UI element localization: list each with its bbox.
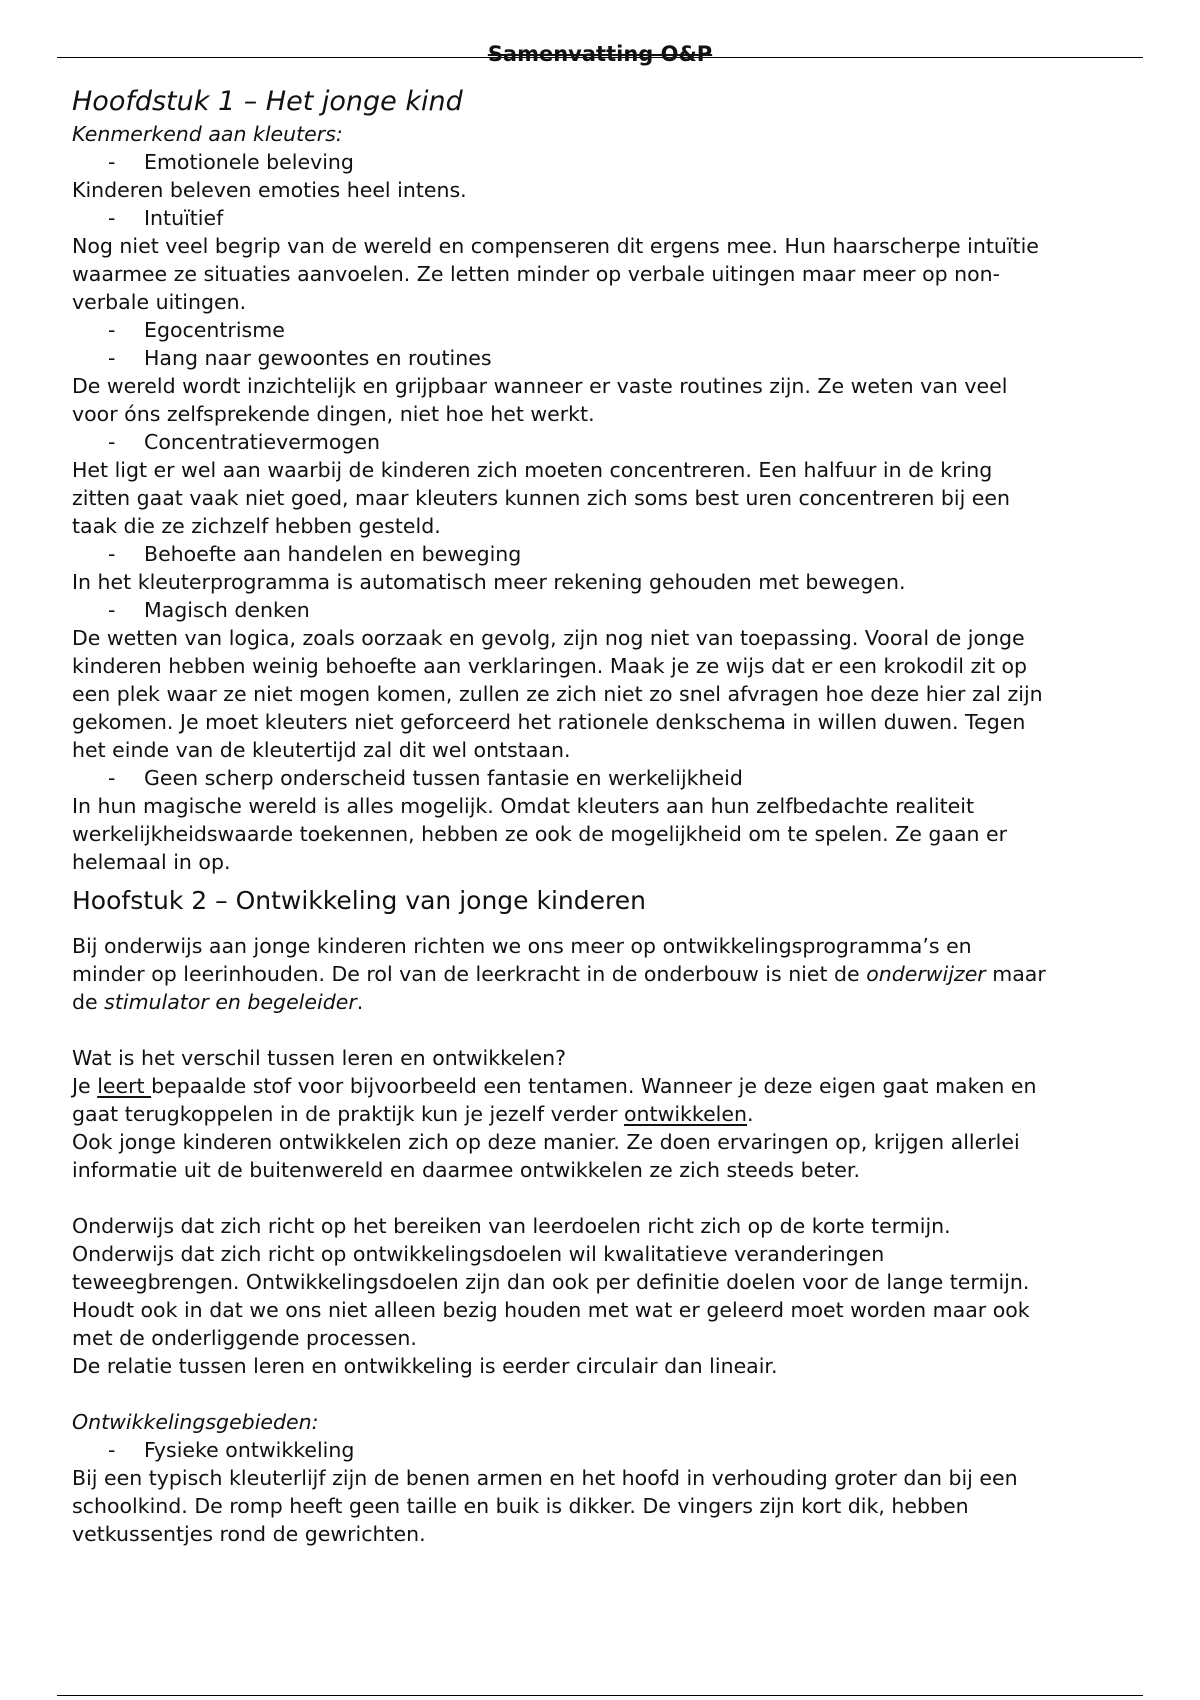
emphasis-text: onderwijzer [866, 962, 986, 986]
paragraph-line: Ook jonge kinderen ontwikkelen zich op deze manier. Ze doen ervaringen op, krijgen allerlei [72, 1130, 1020, 1154]
paragraph-line: gaat terugkoppelen in de praktijk kun je jezelf verder ontwikkelen. [72, 1102, 754, 1126]
spacer [72, 918, 1132, 932]
paragraph-line: informatie uit de buitenwereld en daarmee ontwikkelen ze zich steeds beter. [72, 1158, 860, 1182]
spacer [72, 1184, 1132, 1212]
paragraph-line: taak die ze zichzelf hebben gesteld. [72, 514, 441, 538]
paragraph-line: Bij een typisch kleuterlijf zijn de benen armen en het hoofd in verhouding groter dan bij een [72, 1466, 1018, 1490]
paragraph-line: In het kleuterprogramma is automatisch meer rekening gehouden met bewegen. [72, 570, 906, 594]
emphasis-text: stimulator en begeleider [104, 990, 357, 1014]
bullet-item: - Fysieke ontwikkeling [72, 1436, 1132, 1464]
chapter-1-subtitle: Kenmerkend aan kleuters: [72, 122, 343, 146]
paragraph-line: een plek waar ze niet mogen komen, zullen ze zich niet zo snel afvragen hoe deze hier zal zijn [72, 682, 1043, 706]
paragraph-line: met de onderliggende processen. [72, 1326, 417, 1350]
paragraph-line: De wereld wordt inzichtelijk en grijpbaar wanneer er vaste routines zijn. Ze weten van veel [72, 374, 1008, 398]
underlined-term: ontwikkelen [624, 1102, 747, 1126]
spacer [72, 1380, 1132, 1408]
paragraph-line: Onderwijs dat zich richt op ontwikkelingsdoelen wil kwalitatieve veranderingen [72, 1242, 885, 1266]
bullet-item: - Magisch denken [72, 596, 1132, 624]
paragraph-line: minder op leerinhouden. De rol van de leerkracht in de onderbouw is niet de onderwijzer maar [72, 962, 1046, 986]
paragraph-line: teweegbrengen. Ontwikkelingsdoelen zijn dan ook per definitie doelen voor de lange termijn. [72, 1270, 1030, 1294]
page-header-title: Samenvatting O&P [487, 42, 713, 66]
paragraph-line: de stimulator en begeleider. [72, 990, 364, 1014]
paragraph-line: zitten gaat vaak niet goed, maar kleuters kunnen zich soms best uren concentreren bij een [72, 486, 1011, 510]
paragraph-line: het einde van de kleutertijd zal dit wel ontstaan. [72, 738, 571, 762]
paragraph-line: Houdt ook in dat we ons niet alleen bezig houden met wat er geleerd moet worden maar ook [72, 1298, 1030, 1322]
paragraph-line: voor óns zelfsprekende dingen, niet hoe het werkt. [72, 402, 595, 426]
paragraph-line: werkelijkheidswaarde toekennen, hebben ze ook de mogelijkheid om te spelen. Ze gaan er [72, 822, 1008, 846]
bullet-item: - Hang naar gewoontes en routines [72, 344, 1132, 372]
bullet-item: - Concentratievermogen [72, 428, 1132, 456]
spacer [72, 876, 1132, 884]
bullet-item: - Behoefte aan handelen en beweging [72, 540, 1132, 568]
underlined-term: leert [97, 1074, 152, 1098]
paragraph-line: kinderen hebben weinig behoefte aan verklaringen. Maak je ze wijs dat er een krokodil zit op [72, 654, 1028, 678]
paragraph-line: Je leert bepaalde stof voor bijvoorbeeld een tentamen. Wanneer je deze eigen gaat maken en [72, 1074, 1037, 1098]
paragraph-line: schoolkind. De romp heeft geen taille en buik is dikker. De vingers zijn kort dik, hebben [72, 1494, 969, 1518]
footer-rule [57, 1695, 1143, 1696]
paragraph-line: In hun magische wereld is alles mogelijk. Omdat kleuters aan hun zelfbedachte realiteit [72, 794, 974, 818]
paragraph-line: De relatie tussen leren en ontwikkeling is eerder circulair dan lineair. [72, 1354, 778, 1378]
question-line: Wat is het verschil tussen leren en ontwikkelen? [72, 1046, 567, 1070]
paragraph-line: gekomen. Je moet kleuters niet geforceerd het rationele denkschema in willen duwen. Tegen [72, 710, 1026, 734]
paragraph-line: Onderwijs dat zich richt op het bereiken van leerdoelen richt zich op de korte termijn. [72, 1214, 951, 1238]
document-body [72, 84, 1132, 1548]
bullet-item: - Egocentrisme [72, 316, 1132, 344]
chapter-1-title: Hoofdstuk 1 – Het jonge kind [72, 86, 463, 117]
chapter-2-title: Hoofstuk 2 – Ontwikkeling van jonge kinderen [72, 886, 646, 915]
spacer [72, 1016, 1132, 1044]
paragraph-line: vetkussentjes rond de gewrichten. [72, 1522, 426, 1546]
paragraph-line: De wetten van logica, zoals oorzaak en gevolg, zijn nog niet van toepassing. Vooral de jonge [72, 626, 1025, 650]
section-subtitle: Ontwikkelingsgebieden: [72, 1410, 319, 1434]
paragraph-line: verbale uitingen. [72, 290, 247, 314]
bullet-item: - Geen scherp onderscheid tussen fantasie en werkelijkheid [72, 764, 1132, 792]
bullet-item: - Intuïtief [72, 204, 1132, 232]
paragraph-line: Nog niet veel begrip van de wereld en compenseren dit ergens mee. Hun haarscherpe intuïtie [72, 234, 1039, 258]
paragraph-line: Kinderen beleven emoties heel intens. [72, 178, 467, 202]
paragraph-line: Het ligt er wel aan waarbij de kinderen zich moeten concentreren. Een halfuur in de kring [72, 458, 993, 482]
paragraph-line: Bij onderwijs aan jonge kinderen richten we ons meer op ontwikkelingsprogramma’s en [72, 934, 972, 958]
bullet-item: - Emotionele beleving [72, 148, 1132, 176]
paragraph-line: waarmee ze situaties aanvoelen. Ze letten minder op verbale uitingen maar meer op non- [72, 262, 1001, 286]
paragraph-line: helemaal in op. [72, 850, 231, 874]
